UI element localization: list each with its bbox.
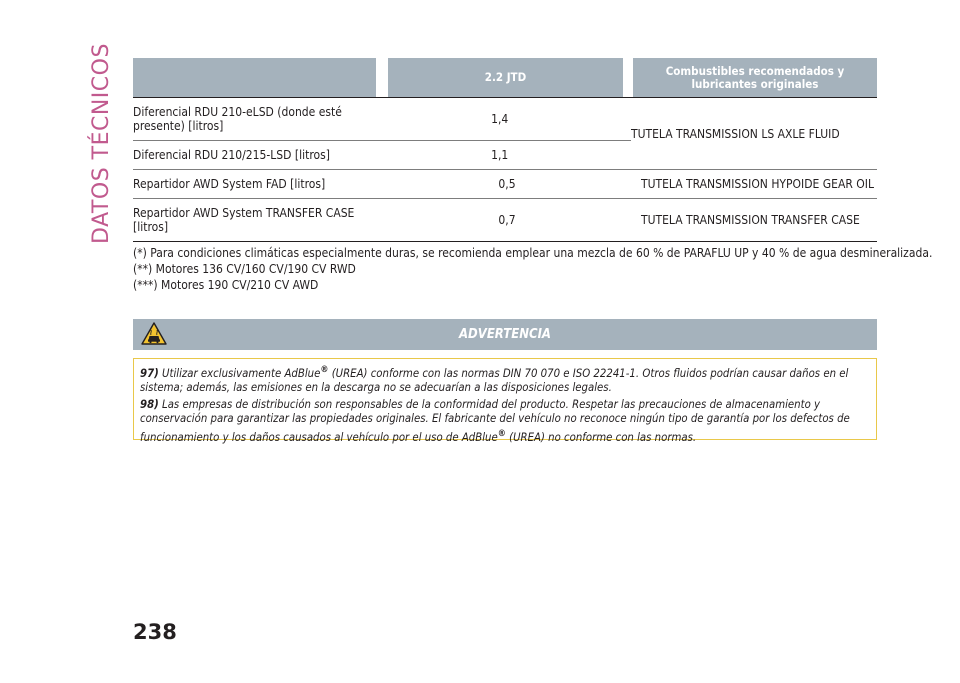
note-item: (**) Motores 136 CV/160 CV/190 CV RWD (133, 262, 356, 276)
warning-item (140, 363, 870, 396)
warning-body (133, 358, 877, 444)
registered-mark: ® (497, 428, 506, 439)
table-row (133, 98, 631, 140)
row-value: 0,5 (498, 177, 516, 191)
note-item: (***) Motores 190 CV/210 CV AWD (133, 278, 319, 292)
row-fuel: TUTELA TRANSMISSION HYPOIDE GEAR OIL (641, 177, 874, 191)
header-fuel: Combustibles recomendados y lubricantes originales (633, 58, 877, 97)
car-warning-triangle-icon (141, 322, 167, 346)
table-notes (133, 245, 933, 293)
row-label: Repartidor AWD System TRANSFER CASE [litros] (133, 206, 355, 234)
warning-item-text: (UREA) no conforme con las normas. (509, 430, 697, 444)
page-number: 238 (133, 620, 177, 644)
row-value: 0,7 (498, 213, 516, 227)
table-header (133, 58, 877, 97)
row-label: Diferencial RDU 210-eLSD (donde esté presente) [litros] (133, 105, 342, 133)
row-value: 1,4 (491, 112, 509, 126)
header-engine: 2.2 JTD (388, 58, 623, 97)
header-empty (133, 58, 376, 97)
warning-header (133, 319, 877, 350)
registered-mark: ® (320, 365, 329, 375)
table-row (133, 170, 877, 198)
table-row (133, 199, 877, 241)
table-bottom-rule (133, 241, 877, 242)
table-group-ls (133, 98, 877, 169)
specs-table (133, 58, 877, 242)
warning-item-text: Utilizar exclusivamente AdBlue (162, 366, 321, 380)
warning-title: ADVERTENCIA (459, 327, 551, 342)
warning-item-number: 98) (140, 397, 159, 411)
warning-item (140, 398, 870, 445)
row-value: 1,1 (491, 148, 509, 162)
note-item: (*) Para condiciones climáticas especialmente duras, se recomienda emplear una mezcla de 60 % de PARAFLU UP y 40 % de agua desmineralizada. (133, 246, 933, 260)
group-fuel: TUTELA TRANSMISSION LS AXLE FLUID (631, 126, 840, 141)
section-title-text: DATOS TÉCNICOS (88, 42, 114, 244)
row-label: Repartidor AWD System FAD [litros] (133, 177, 326, 191)
row-label: Diferencial RDU 210/215-LSD [litros] (133, 148, 330, 162)
row-fuel: TUTELA TRANSMISSION TRANSFER CASE (641, 213, 860, 227)
section-title (84, 42, 118, 244)
table-row (133, 141, 631, 169)
warning-item-text: Las empresas de distribución son responsables de la conformidad del producto. Respetar las precauciones de almacenamiento y conservación para garantizar las propiedades originales. El fabricante del vehículo no reconoce ningún tipo de garantía por los defectos de funcionamiento y los daños causados al vehículo por el uso de AdBlue (140, 397, 850, 444)
warning-item-text: (UREA) conforme con las normas DIN 70 070 e ISO 22241-1. Otros fluidos podrían causar daños en el sistema; además, las emisiones en la descarga no se adecuarían a las disposiciones legales. (140, 366, 849, 395)
warning-item-number: 97) (140, 366, 159, 380)
